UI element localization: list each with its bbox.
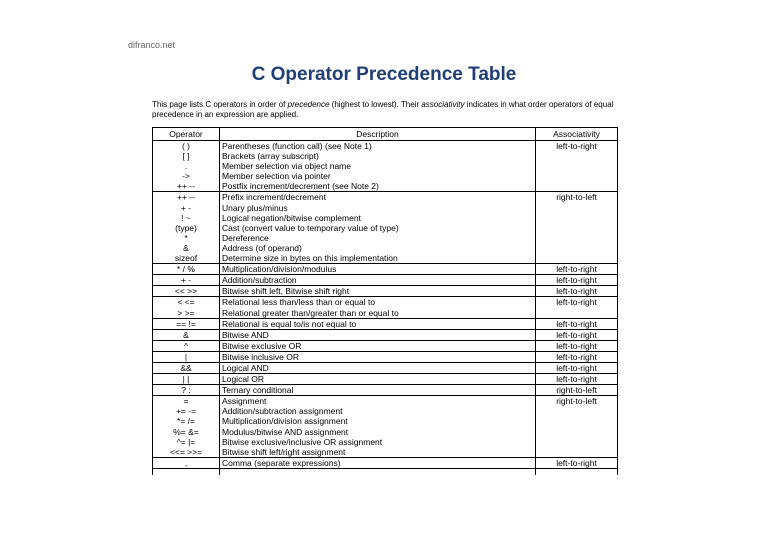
description-text: Cast (convert value to temporary value of type) xyxy=(222,222,399,233)
description-text: Comma (separate expressions) xyxy=(222,457,341,468)
operator-text: ++ -- xyxy=(177,192,195,203)
table-row xyxy=(153,374,618,385)
operator-text: [ ] xyxy=(182,151,190,162)
table-row xyxy=(153,275,618,286)
description-text: Bitwise shift left, Bitwise shift right xyxy=(222,286,350,297)
operator-text: -> xyxy=(182,171,190,182)
operator-text: & xyxy=(183,329,189,340)
description-cell xyxy=(220,264,536,275)
table-row xyxy=(153,362,618,373)
description-text: Unary plus/minus xyxy=(222,202,288,213)
operator-text: . xyxy=(184,161,188,172)
description-cell xyxy=(220,275,536,286)
description-text: Dereference xyxy=(222,232,269,243)
associativity-cell: left-to-right xyxy=(536,141,618,192)
description-text: Prefix increment/decrement xyxy=(222,192,326,203)
description-text: Multiplication/division assignment xyxy=(222,416,348,427)
operator-cell xyxy=(153,329,220,340)
description-text: Parentheses (function call) (see Note 1) xyxy=(222,141,372,151)
operator-cell xyxy=(153,362,220,373)
intro-text: indicates in what order operators of equal precedence in an expression are applied. xyxy=(152,100,614,119)
associativity-cell: right-to-left xyxy=(536,396,618,458)
associativity-cell: left-to-right xyxy=(536,374,618,385)
associativity-cell: left-to-right xyxy=(536,362,618,373)
description-text: Member selection via pointer xyxy=(222,171,331,182)
description-text: Member selection via object name xyxy=(222,161,351,172)
operator-text: sizeof xyxy=(174,253,198,264)
site-name: difranco.net xyxy=(128,40,176,50)
operator-cell xyxy=(153,396,220,458)
empty-cell xyxy=(536,468,618,475)
associativity-cell: right-to-left xyxy=(536,192,618,264)
header-description: Description xyxy=(220,128,536,141)
operator-cell xyxy=(153,264,220,275)
description-text: Determine size in bytes on this implementation xyxy=(222,253,398,264)
associativity-cell: right-to-left xyxy=(536,385,618,396)
description-text: Logical OR xyxy=(222,374,265,385)
description-text: Postfix increment/decrement (see Note 2) xyxy=(222,181,379,192)
associativity-cell: left-to-right xyxy=(536,351,618,362)
description-text: Relational is equal to/is not equal to xyxy=(222,318,357,329)
operator-text: ? : xyxy=(181,385,191,396)
description-cell xyxy=(220,286,536,297)
empty-cell xyxy=(220,468,536,475)
associativity-cell: left-to-right xyxy=(536,264,618,275)
operator-cell xyxy=(153,297,220,318)
operator-text: ++ -- xyxy=(177,181,195,192)
table-row xyxy=(153,396,618,458)
operator-text: << >> xyxy=(174,286,198,297)
associativity-cell: left-to-right xyxy=(536,275,618,286)
description-cell xyxy=(220,396,536,458)
header-operator: Operator xyxy=(153,128,220,141)
description-text: Bitwise shift left/right assignment xyxy=(222,446,346,457)
operator-text: * / % xyxy=(177,264,195,275)
operator-text: = xyxy=(183,396,189,407)
description-cell xyxy=(220,362,536,373)
header-associativity: Associativity xyxy=(536,128,618,141)
operator-text: < <= xyxy=(177,297,195,308)
description-cell xyxy=(220,329,536,340)
description-cell xyxy=(220,351,536,362)
operator-text: && xyxy=(180,362,192,373)
operator-text: * xyxy=(184,232,188,243)
description-cell xyxy=(220,192,536,264)
table-row xyxy=(153,141,618,192)
operator-text: *= /= xyxy=(177,416,195,427)
description-cell xyxy=(220,457,536,468)
table-row xyxy=(153,351,618,362)
intro-text: This page lists C operators in order of xyxy=(152,100,288,109)
operator-text: += -= xyxy=(175,406,197,417)
description-text: Assignment xyxy=(222,396,267,407)
description-text: Addition/subtraction xyxy=(222,275,297,286)
description-text: Logical negation/bitwise complement xyxy=(222,212,361,223)
operator-text: , xyxy=(184,457,188,468)
intro-text: precedence xyxy=(287,100,330,109)
description-text: Modulus/bitwise AND assignment xyxy=(222,426,349,437)
operator-text: ^= |= xyxy=(176,436,196,447)
description-text: Multiplication/division/modulus xyxy=(222,264,337,275)
associativity-cell: left-to-right xyxy=(536,457,618,468)
description-cell xyxy=(220,374,536,385)
operator-cell xyxy=(153,275,220,286)
description-text: Ternary conditional xyxy=(222,385,294,396)
precedence-table xyxy=(152,127,618,475)
operator-text: (type) xyxy=(175,222,197,233)
operator-cell xyxy=(153,192,220,264)
page-title: C Operator Precedence Table xyxy=(251,64,517,85)
operator-text: | xyxy=(184,351,188,362)
table-row xyxy=(153,340,618,351)
description-text: Bitwise AND xyxy=(222,329,269,340)
operator-text: + - xyxy=(180,202,192,213)
table-row xyxy=(153,385,618,396)
table-row xyxy=(153,318,618,329)
description-cell xyxy=(220,318,536,329)
description-text: Logical AND xyxy=(222,362,269,373)
table-continuation-row xyxy=(153,468,618,475)
description-text: Bitwise exclusive OR xyxy=(222,340,302,351)
description-text: Address (of operand) xyxy=(222,242,302,253)
table-row xyxy=(153,286,618,297)
operator-cell xyxy=(153,374,220,385)
description-text: Brackets (array subscript) xyxy=(222,151,319,162)
description-text: Bitwise exclusive/inclusive OR assignment xyxy=(222,436,383,447)
table-row xyxy=(153,192,618,264)
operator-text: ! ~ xyxy=(181,212,191,223)
operator-cell xyxy=(153,318,220,329)
description-cell xyxy=(220,340,536,351)
description-text: Relational greater than/greater than or equal to xyxy=(222,307,399,318)
operator-text: + - xyxy=(180,275,192,286)
operator-cell xyxy=(153,351,220,362)
associativity-cell: left-to-right xyxy=(536,329,618,340)
description-text: Bitwise inclusive OR xyxy=(222,351,299,362)
empty-cell xyxy=(153,468,220,475)
operator-text: > >= xyxy=(177,307,195,318)
description-cell xyxy=(220,385,536,396)
operator-cell xyxy=(153,340,220,351)
table-header-row xyxy=(153,128,618,141)
description-text: Addition/subtraction assignment xyxy=(222,406,343,417)
operator-text: ( ) xyxy=(181,141,191,151)
intro-paragraph xyxy=(152,100,614,120)
operator-text: == != xyxy=(176,318,196,329)
associativity-cell: left-to-right xyxy=(536,340,618,351)
table-row xyxy=(153,457,618,468)
operator-cell xyxy=(153,457,220,468)
intro-text: (highest to lowest). Their xyxy=(329,100,422,109)
table-row xyxy=(153,329,618,340)
operator-text: <<= >>= xyxy=(169,446,203,457)
operator-cell xyxy=(153,141,220,192)
operator-text: ^ xyxy=(184,340,188,351)
associativity-cell: left-to-right xyxy=(536,297,618,318)
intro-text: associativity xyxy=(421,100,465,109)
table-row xyxy=(153,264,618,275)
table-row xyxy=(153,297,618,318)
operator-cell xyxy=(153,286,220,297)
operator-text: | | xyxy=(182,374,190,385)
associativity-cell: left-to-right xyxy=(536,286,618,297)
description-cell xyxy=(220,141,536,192)
operator-cell xyxy=(153,385,220,396)
description-cell xyxy=(220,297,536,318)
operator-text: & xyxy=(183,242,189,253)
associativity-cell: left-to-right xyxy=(536,318,618,329)
description-text: Relational less than/less than or equal to xyxy=(222,297,376,308)
operator-text: %= &= xyxy=(173,426,199,437)
